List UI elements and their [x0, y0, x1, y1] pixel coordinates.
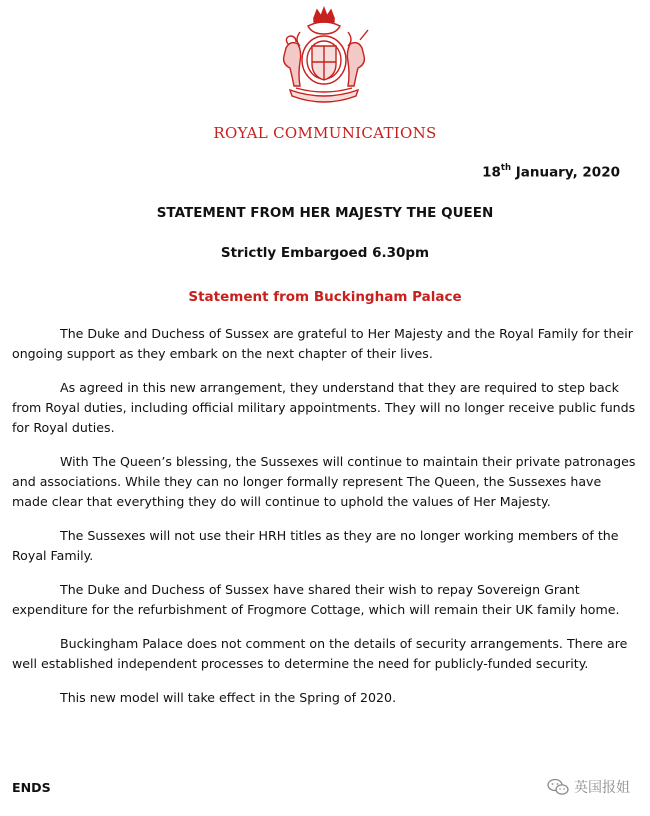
- embargo-notice: Strictly Embargoed 6.30pm: [220, 245, 430, 261]
- watermark-text: 英国报姐: [574, 780, 630, 796]
- wechat-logo-icon: [547, 778, 569, 796]
- paragraph: The Duke and Duchess of Sussex are grateful to Her Majesty and the Royal Family for their ongoing support as they embark on the next chapter of their lives.: [12, 326, 633, 361]
- organization-name: ROYAL COMMUNICATIONS: [213, 124, 437, 142]
- paragraph: Buckingham Palace does not comment on the details of security arrangements. There are well established independent processes to determine the need for publicly-funded security.: [12, 636, 628, 671]
- paragraph: The Duke and Duchess of Sussex have shared their wish to repay Sovereign Grant expenditure for the refurbishment of Frogmore Cottage, which will remain their UK family home.: [12, 582, 620, 617]
- paragraph: With The Queen’s blessing, the Sussexes will continue to maintain their private patronages and associations. While they can no longer formally represent The Queen, the Sussexes have made clear that everything they do will continue to uphold the values of Her Majesty.: [12, 454, 636, 509]
- date-rest: January, 2020: [511, 164, 620, 181]
- date-suffix: th: [500, 163, 512, 173]
- date-day: 18: [482, 164, 501, 181]
- statement-date: [482, 164, 620, 181]
- statement-body: [12, 324, 638, 722]
- ends-marker: ENDS: [12, 780, 51, 795]
- paragraph: This new model will take effect in the Spring of 2020.: [60, 690, 397, 705]
- royal-coat-of-arms-icon: [270, 4, 378, 112]
- paragraph: As agreed in this new arrangement, they understand that they are required to step back from Royal duties, including official military appointments. They will no longer receive public funds for Royal duties.: [12, 380, 636, 435]
- palace-subheading: Statement from Buckingham Palace: [188, 289, 462, 305]
- paragraph: The Sussexes will not use their HRH titles as they are no longer working members of the Royal Family.: [12, 528, 619, 563]
- watermark: [547, 777, 630, 797]
- statement-heading: STATEMENT FROM HER MAJESTY THE QUEEN: [156, 205, 494, 221]
